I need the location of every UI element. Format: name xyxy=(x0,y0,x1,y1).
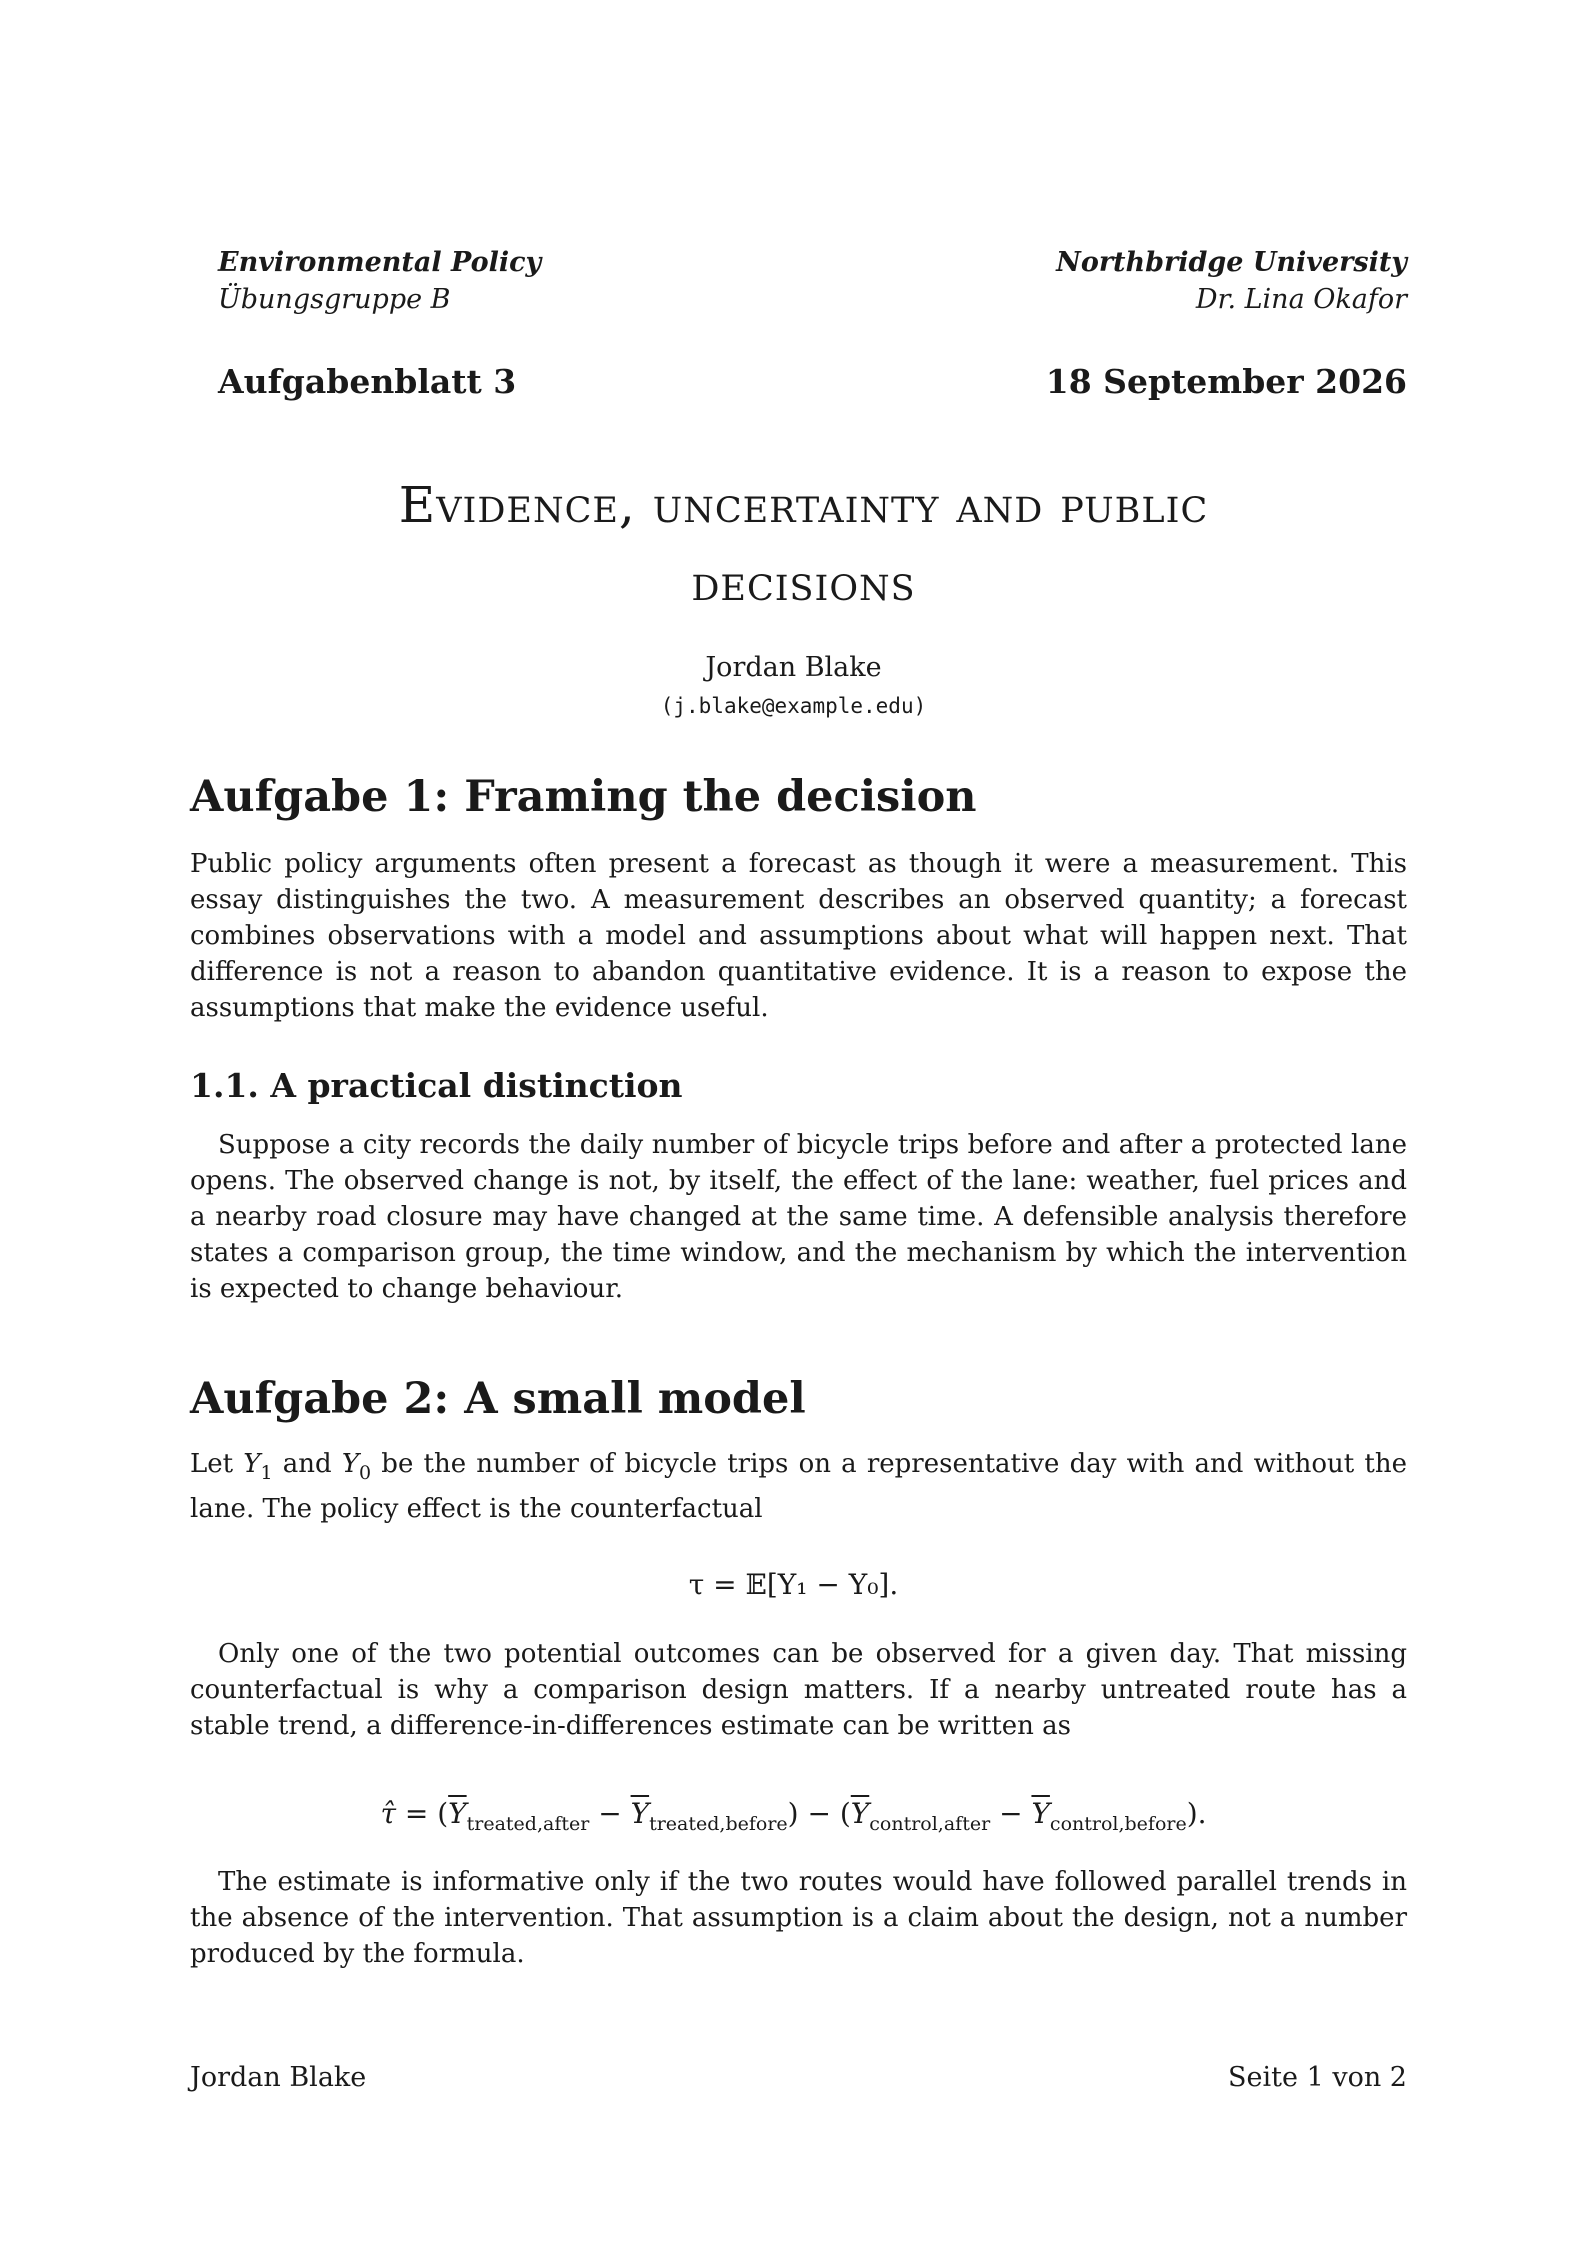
title-line-1: Evidence, uncertainty and public xyxy=(398,476,1209,534)
equation-tau: τ = 𝔼[Y₁ − Y₀]. xyxy=(688,1568,899,1601)
group-name: Übungsgruppe B xyxy=(218,284,451,315)
university-name: Northbridge University xyxy=(1056,247,1407,278)
author-email: (j.blake@example.edu) xyxy=(660,694,927,718)
author-name: Jordan Blake xyxy=(705,652,882,683)
course-name: Environmental Policy xyxy=(218,247,542,278)
title-line-2: decisions xyxy=(691,554,916,612)
section-2-paragraph-2: Only one of the two potential outcomes can be observed for a given day. That missing counterfactual is why a comparison design matters. If a nearby untreated route has a stable trend, a difference-in-differences estimate can be written as xyxy=(190,1639,1407,1741)
document-title xyxy=(190,466,1417,622)
header-right xyxy=(1056,244,1407,318)
header-left xyxy=(218,244,541,318)
footer-author: Jordan Blake xyxy=(190,2062,367,2093)
equation-did: τ̂ = $(\overline{Y}_{treated,after} - \overline{Y}_{treated,before}) - (\overline{Y}_{control,after} - \overline{Y}_{control,before})$. xyxy=(380,1797,1207,1835)
section-2-intro: Let $Y_1$ and $Y_0$ be the number of bicycle trips on a representative day with and without the lane. The policy effect is the counterfactual xyxy=(190,1449,1408,1524)
section-1-paragraph: Public policy arguments often present a forecast as though it were a measurement. This essay distinguishes the two. A measurement describes an observed quantity; a forecast combines observations with a model and assumptions about what will happen next. That difference is not a reason to abandon quantitative evidence. It is a reason to expose the assumptions that make the evidence useful. xyxy=(190,849,1407,1023)
section-2-paragraph-3: The estimate is informative only if the two routes would have followed parallel trends in the absence of the intervention. That assumption is a claim about the design, not a number produced by the formula. xyxy=(190,1867,1407,1969)
subsection-1-1-paragraph: Suppose a city records the daily number of bicycle trips before and after a protected lane opens. The observed change is not, by itself, the effect of the lane: weather, fuel prices and a nearby road closure may have changed at the same time. A defensible analysis therefore states a comparison group, the time window, and the mechanism by which the intervention is expected to change behaviour. xyxy=(190,1130,1407,1304)
sheet-number: Aufgabenblatt 3 xyxy=(218,362,517,401)
subsection-1-1-heading: 1.1. A practical distinction xyxy=(190,1066,683,1105)
sheet-date: 18 September 2026 xyxy=(1045,362,1407,401)
instructor-name: Dr. Lina Okafor xyxy=(1195,284,1407,315)
footer-page-number: Seite 1 von 2 xyxy=(1228,2062,1407,2093)
section-2-heading: Aufgabe 2: A small model xyxy=(190,1374,806,1424)
section-1-heading: Aufgabe 1: Framing the decision xyxy=(190,772,977,822)
